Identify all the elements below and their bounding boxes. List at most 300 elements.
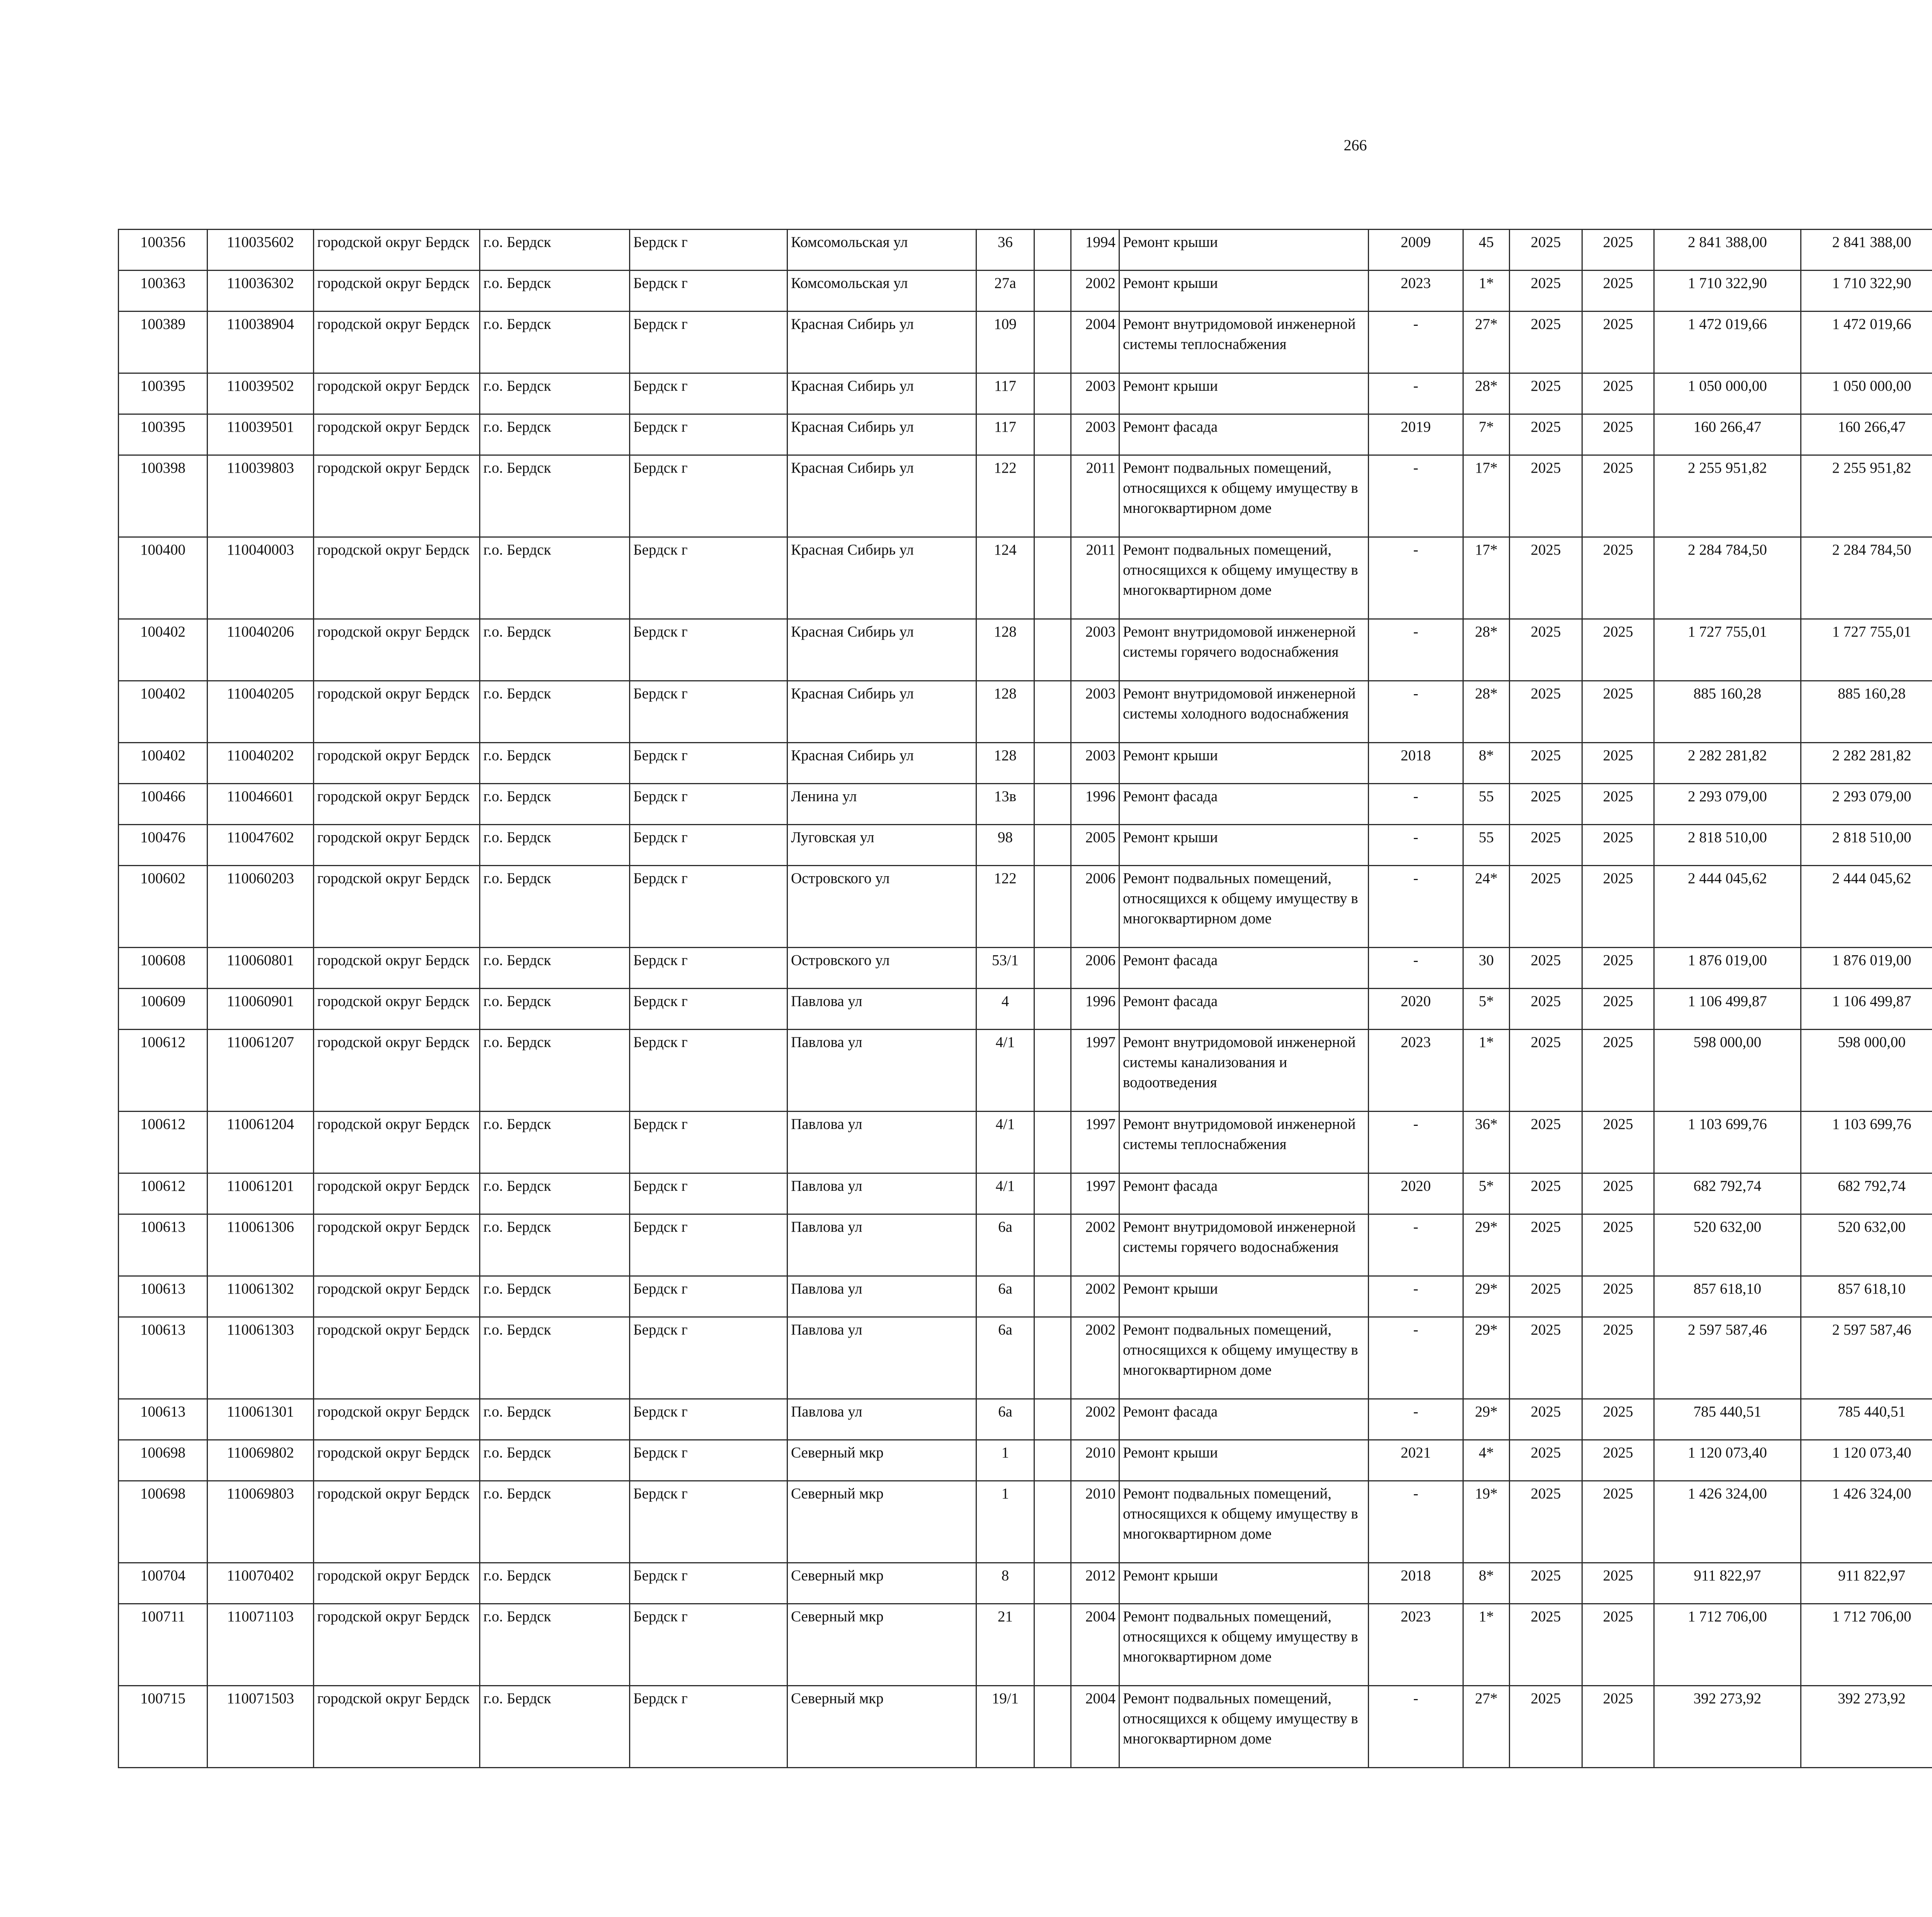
house-letter-cell [1034,1214,1071,1276]
plan-year-end-cell: 2025 [1582,784,1654,825]
work-type-cell: Ремонт подвальных помещений, относящихся к общему имуществу в многоквартирном доме [1119,1604,1369,1686]
city-name-cell: Бердск г [630,784,787,825]
plan-year-start-cell: 2025 [1510,1317,1582,1399]
city-name-cell: Бердск г [630,1030,787,1112]
last-repair-year-cell: 2019 [1369,414,1463,455]
municipal-district-cell: городской округ Бердск [314,1214,480,1276]
repair-code-cell: 110061303 [207,1317,314,1399]
repair-code-cell: 110038904 [207,312,314,373]
house-letter-cell [1034,1604,1071,1686]
row-id-cell: 100476 [119,825,207,866]
street-name-cell: Красная Сибирь ул [787,373,976,414]
municipal-district-cell: городской округ Бердск [314,230,480,271]
regional-fund-cost-cell: 1 710 322,90 [1801,271,1932,312]
total-cost-cell: 392 273,92 [1654,1686,1801,1768]
last-repair-year-cell: 2023 [1369,1030,1463,1112]
plan-year-start-cell: 2025 [1510,866,1582,948]
regional-fund-cost-cell: 1 727 755,01 [1801,619,1932,681]
total-cost-cell: 2 255 951,82 [1654,455,1801,537]
house-number-cell: 117 [976,373,1034,414]
municipal-district-cell: городской округ Бердск [314,373,480,414]
regional-fund-cost-cell: 392 273,92 [1801,1686,1932,1768]
total-cost-cell: 885 160,28 [1654,681,1801,743]
street-name-cell: Павлова ул [787,1276,976,1317]
repair-code-cell: 110071103 [207,1604,314,1686]
house-letter-cell [1034,784,1071,825]
city-name-cell: Бердск г [630,681,787,743]
house-letter-cell [1034,373,1071,414]
municipal-district-cell: городской округ Бердск [314,1604,480,1686]
work-type-cell: Ремонт подвальных помещений, относящихся к общему имуществу в многоквартирном доме [1119,455,1369,537]
city-name-cell: Бердск г [630,414,787,455]
plan-year-start-cell: 2025 [1510,1276,1582,1317]
municipal-district-cell: городской округ Бердск [314,1686,480,1768]
plan-year-end-cell: 2025 [1582,271,1654,312]
plan-year-end-cell: 2025 [1582,373,1654,414]
plan-year-end-cell: 2025 [1582,743,1654,784]
years-since-repair-cell: 7* [1463,414,1510,455]
years-since-repair-cell: 28* [1463,619,1510,681]
house-number-cell: 4/1 [976,1030,1034,1112]
build-year-cell: 2002 [1071,271,1119,312]
build-year-cell: 2003 [1071,743,1119,784]
settlement-name-cell: г.о. Бердск [480,1276,630,1317]
total-cost-cell: 160 266,47 [1654,414,1801,455]
street-name-cell: Комсомольская ул [787,230,976,271]
table-row [119,373,1932,414]
table-row [119,1030,1932,1112]
street-name-cell: Северный мкр [787,1686,976,1768]
house-letter-cell [1034,1276,1071,1317]
settlement-name-cell: г.о. Бердск [480,619,630,681]
work-type-cell: Ремонт крыши [1119,1440,1369,1481]
street-name-cell: Северный мкр [787,1481,976,1563]
plan-year-end-cell: 2025 [1582,312,1654,373]
regional-fund-cost-cell: 1 120 073,40 [1801,1440,1932,1481]
repair-code-cell: 110070402 [207,1563,314,1604]
street-name-cell: Островского ул [787,948,976,989]
street-name-cell: Красная Сибирь ул [787,537,976,619]
street-name-cell: Павлова ул [787,1399,976,1440]
last-repair-year-cell: - [1369,312,1463,373]
house-number-cell: 53/1 [976,948,1034,989]
plan-year-end-cell: 2025 [1582,948,1654,989]
regional-fund-cost-cell: 2 284 784,50 [1801,537,1932,619]
repair-code-cell: 110040206 [207,619,314,681]
house-number-cell: 4 [976,989,1034,1030]
work-type-cell: Ремонт крыши [1119,271,1369,312]
house-letter-cell [1034,271,1071,312]
settlement-name-cell: г.о. Бердск [480,825,630,866]
city-name-cell: Бердск г [630,1173,787,1214]
work-type-cell: Ремонт фасада [1119,948,1369,989]
years-since-repair-cell: 55 [1463,825,1510,866]
work-type-cell: Ремонт крыши [1119,1276,1369,1317]
row-id-cell: 100402 [119,681,207,743]
regional-fund-cost-cell: 2 282 281,82 [1801,743,1932,784]
table-row [119,1686,1932,1768]
plan-year-start-cell: 2025 [1510,681,1582,743]
plan-year-end-cell: 2025 [1582,1481,1654,1563]
house-letter-cell [1034,866,1071,948]
plan-year-start-cell: 2025 [1510,230,1582,271]
settlement-name-cell: г.о. Бердск [480,1173,630,1214]
municipal-district-cell: городской округ Бердск [314,825,480,866]
municipal-district-cell: городской округ Бердск [314,1276,480,1317]
build-year-cell: 1996 [1071,989,1119,1030]
total-cost-cell: 2 282 281,82 [1654,743,1801,784]
years-since-repair-cell: 29* [1463,1214,1510,1276]
house-letter-cell [1034,455,1071,537]
street-name-cell: Павлова ул [787,1112,976,1173]
settlement-name-cell: г.о. Бердск [480,1686,630,1768]
plan-year-start-cell: 2025 [1510,1563,1582,1604]
street-name-cell: Северный мкр [787,1440,976,1481]
years-since-repair-cell: 8* [1463,1563,1510,1604]
city-name-cell: Бердск г [630,1399,787,1440]
repair-code-cell: 110036302 [207,271,314,312]
plan-year-end-cell: 2025 [1582,1399,1654,1440]
work-type-cell: Ремонт внутридомовой инженерной системы горячего водоснабжения [1119,619,1369,681]
city-name-cell: Бердск г [630,230,787,271]
house-letter-cell [1034,414,1071,455]
years-since-repair-cell: 19* [1463,1481,1510,1563]
street-name-cell: Северный мкр [787,1604,976,1686]
house-number-cell: 109 [976,312,1034,373]
row-id-cell: 100715 [119,1686,207,1768]
last-repair-year-cell: - [1369,455,1463,537]
plan-year-end-cell: 2025 [1582,825,1654,866]
repair-code-cell: 110061302 [207,1276,314,1317]
municipal-district-cell: городской округ Бердск [314,414,480,455]
work-type-cell: Ремонт фасада [1119,989,1369,1030]
street-name-cell: Комсомольская ул [787,271,976,312]
years-since-repair-cell: 29* [1463,1276,1510,1317]
years-since-repair-cell: 27* [1463,1686,1510,1768]
repair-code-cell: 110035602 [207,230,314,271]
table-row [119,1399,1932,1440]
total-cost-cell: 1 050 000,00 [1654,373,1801,414]
build-year-cell: 2003 [1071,373,1119,414]
plan-year-end-cell: 2025 [1582,1563,1654,1604]
last-repair-year-cell: - [1369,948,1463,989]
plan-year-start-cell: 2025 [1510,989,1582,1030]
plan-year-end-cell: 2025 [1582,1030,1654,1112]
plan-year-end-cell: 2025 [1582,1173,1654,1214]
repair-code-cell: 110060203 [207,866,314,948]
repair-code-cell: 110071503 [207,1686,314,1768]
last-repair-year-cell: - [1369,825,1463,866]
street-name-cell: Красная Сибирь ул [787,743,976,784]
house-letter-cell [1034,312,1071,373]
settlement-name-cell: г.о. Бердск [480,1481,630,1563]
municipal-district-cell: городской округ Бердск [314,784,480,825]
table-row [119,866,1932,948]
repair-code-cell: 110061207 [207,1030,314,1112]
last-repair-year-cell: - [1369,1112,1463,1173]
regional-fund-cost-cell: 1 106 499,87 [1801,989,1932,1030]
plan-year-end-cell: 2025 [1582,1214,1654,1276]
work-type-cell: Ремонт фасада [1119,1173,1369,1214]
work-type-cell: Ремонт внутридомовой инженерной системы теплоснабжения [1119,312,1369,373]
house-letter-cell [1034,1399,1071,1440]
street-name-cell: Красная Сибирь ул [787,455,976,537]
street-name-cell: Красная Сибирь ул [787,414,976,455]
municipal-district-cell: городской округ Бердск [314,1440,480,1481]
years-since-repair-cell: 1* [1463,1030,1510,1112]
total-cost-cell: 1 472 019,66 [1654,312,1801,373]
house-number-cell: 6а [976,1317,1034,1399]
build-year-cell: 2003 [1071,681,1119,743]
city-name-cell: Бердск г [630,1481,787,1563]
house-letter-cell [1034,1440,1071,1481]
last-repair-year-cell: - [1369,1276,1463,1317]
build-year-cell: 2002 [1071,1399,1119,1440]
city-name-cell: Бердск г [630,825,787,866]
house-number-cell: 21 [976,1604,1034,1686]
table-row [119,1440,1932,1481]
house-letter-cell [1034,1173,1071,1214]
repair-code-cell: 110061201 [207,1173,314,1214]
table-row [119,989,1932,1030]
last-repair-year-cell: - [1369,1481,1463,1563]
house-letter-cell [1034,230,1071,271]
plan-year-end-cell: 2025 [1582,619,1654,681]
settlement-name-cell: г.о. Бердск [480,1440,630,1481]
municipal-district-cell: городской округ Бердск [314,681,480,743]
total-cost-cell: 2 597 587,46 [1654,1317,1801,1399]
regional-fund-cost-cell: 857 618,10 [1801,1276,1932,1317]
settlement-name-cell: г.о. Бердск [480,230,630,271]
years-since-repair-cell: 4* [1463,1440,1510,1481]
city-name-cell: Бердск г [630,312,787,373]
last-repair-year-cell: - [1369,681,1463,743]
row-id-cell: 100466 [119,784,207,825]
municipal-district-cell: городской округ Бердск [314,1112,480,1173]
row-id-cell: 100395 [119,373,207,414]
house-number-cell: 128 [976,619,1034,681]
regional-fund-cost-cell: 2 255 951,82 [1801,455,1932,537]
table-row [119,455,1932,537]
plan-year-end-cell: 2025 [1582,1686,1654,1768]
settlement-name-cell: г.о. Бердск [480,989,630,1030]
plan-year-end-cell: 2025 [1582,1317,1654,1399]
house-number-cell: 128 [976,681,1034,743]
table-row [119,1481,1932,1563]
table-row [119,743,1932,784]
build-year-cell: 2011 [1071,455,1119,537]
row-id-cell: 100612 [119,1030,207,1112]
years-since-repair-cell: 1* [1463,1604,1510,1686]
table-row [119,1604,1932,1686]
city-name-cell: Бердск г [630,1276,787,1317]
build-year-cell: 1997 [1071,1030,1119,1112]
build-year-cell: 2012 [1071,1563,1119,1604]
total-cost-cell: 1 712 706,00 [1654,1604,1801,1686]
settlement-name-cell: г.о. Бердск [480,312,630,373]
row-id-cell: 100608 [119,948,207,989]
city-name-cell: Бердск г [630,1563,787,1604]
plan-year-end-cell: 2025 [1582,866,1654,948]
repair-code-cell: 110039502 [207,373,314,414]
settlement-name-cell: г.о. Бердск [480,414,630,455]
plan-year-start-cell: 2025 [1510,1481,1582,1563]
work-type-cell: Ремонт крыши [1119,825,1369,866]
city-name-cell: Бердск г [630,1604,787,1686]
regional-fund-cost-cell: 785 440,51 [1801,1399,1932,1440]
house-number-cell: 6а [976,1399,1034,1440]
row-id-cell: 100612 [119,1112,207,1173]
street-name-cell: Северный мкр [787,1563,976,1604]
repair-code-cell: 110047602 [207,825,314,866]
house-number-cell: 1 [976,1440,1034,1481]
row-id-cell: 100711 [119,1604,207,1686]
work-type-cell: Ремонт крыши [1119,373,1369,414]
build-year-cell: 2004 [1071,1604,1119,1686]
municipal-district-cell: городской округ Бердск [314,537,480,619]
last-repair-year-cell: 2020 [1369,1173,1463,1214]
street-name-cell: Павлова ул [787,989,976,1030]
total-cost-cell: 1 426 324,00 [1654,1481,1801,1563]
street-name-cell: Павлова ул [787,1173,976,1214]
settlement-name-cell: г.о. Бердск [480,271,630,312]
last-repair-year-cell: 2021 [1369,1440,1463,1481]
total-cost-cell: 1 876 019,00 [1654,948,1801,989]
total-cost-cell: 2 818 510,00 [1654,825,1801,866]
city-name-cell: Бердск г [630,866,787,948]
plan-year-start-cell: 2025 [1510,1173,1582,1214]
last-repair-year-cell: - [1369,1317,1463,1399]
plan-year-end-cell: 2025 [1582,414,1654,455]
house-letter-cell [1034,1317,1071,1399]
last-repair-year-cell: - [1369,1399,1463,1440]
house-number-cell: 124 [976,537,1034,619]
last-repair-year-cell: 2009 [1369,230,1463,271]
table-row [119,312,1932,373]
repair-registry-table [118,229,1932,1768]
plan-year-start-cell: 2025 [1510,784,1582,825]
work-type-cell: Ремонт внутридомовой инженерной системы холодного водоснабжения [1119,681,1369,743]
build-year-cell: 1997 [1071,1173,1119,1214]
settlement-name-cell: г.о. Бердск [480,373,630,414]
house-letter-cell [1034,743,1071,784]
row-id-cell: 100613 [119,1276,207,1317]
last-repair-year-cell: - [1369,373,1463,414]
city-name-cell: Бердск г [630,619,787,681]
city-name-cell: Бердск г [630,373,787,414]
plan-year-start-cell: 2025 [1510,1399,1582,1440]
work-type-cell: Ремонт подвальных помещений, относящихся к общему имуществу в многоквартирном доме [1119,1481,1369,1563]
years-since-repair-cell: 24* [1463,866,1510,948]
years-since-repair-cell: 55 [1463,784,1510,825]
table-body [119,230,1932,1768]
total-cost-cell: 1 106 499,87 [1654,989,1801,1030]
settlement-name-cell: г.о. Бердск [480,537,630,619]
last-repair-year-cell: - [1369,1214,1463,1276]
repair-code-cell: 110046601 [207,784,314,825]
total-cost-cell: 520 632,00 [1654,1214,1801,1276]
street-name-cell: Луговская ул [787,825,976,866]
last-repair-year-cell: 2018 [1369,743,1463,784]
regional-fund-cost-cell: 1 103 699,76 [1801,1112,1932,1173]
city-name-cell: Бердск г [630,948,787,989]
plan-year-start-cell: 2025 [1510,1604,1582,1686]
regional-fund-cost-cell: 2 444 045,62 [1801,866,1932,948]
regional-fund-cost-cell: 1 472 019,66 [1801,312,1932,373]
settlement-name-cell: г.о. Бердск [480,743,630,784]
total-cost-cell: 2 444 045,62 [1654,866,1801,948]
row-id-cell: 100698 [119,1481,207,1563]
regional-fund-cost-cell: 2 597 587,46 [1801,1317,1932,1399]
plan-year-start-cell: 2025 [1510,1112,1582,1173]
row-id-cell: 100698 [119,1440,207,1481]
house-letter-cell [1034,1112,1071,1173]
work-type-cell: Ремонт подвальных помещений, относящихся к общему имуществу в многоквартирном доме [1119,1317,1369,1399]
build-year-cell: 2011 [1071,537,1119,619]
table-row [119,681,1932,743]
last-repair-year-cell: - [1369,1686,1463,1768]
city-name-cell: Бердск г [630,1317,787,1399]
street-name-cell: Красная Сибирь ул [787,312,976,373]
street-name-cell: Павлова ул [787,1030,976,1112]
work-type-cell: Ремонт крыши [1119,230,1369,271]
row-id-cell: 100612 [119,1173,207,1214]
table-row [119,948,1932,989]
house-letter-cell [1034,825,1071,866]
row-id-cell: 100609 [119,989,207,1030]
street-name-cell: Красная Сибирь ул [787,681,976,743]
regional-fund-cost-cell: 1 712 706,00 [1801,1604,1932,1686]
row-id-cell: 100402 [119,619,207,681]
repair-code-cell: 110069803 [207,1481,314,1563]
regional-fund-cost-cell: 682 792,74 [1801,1173,1932,1214]
row-id-cell: 100395 [119,414,207,455]
house-letter-cell [1034,948,1071,989]
total-cost-cell: 2 293 079,00 [1654,784,1801,825]
regional-fund-cost-cell: 1 876 019,00 [1801,948,1932,989]
plan-year-end-cell: 2025 [1582,1112,1654,1173]
years-since-repair-cell: 1* [1463,271,1510,312]
plan-year-start-cell: 2025 [1510,1686,1582,1768]
regional-fund-cost-cell: 2 841 388,00 [1801,230,1932,271]
settlement-name-cell: г.о. Бердск [480,1030,630,1112]
house-number-cell: 122 [976,866,1034,948]
table-row [119,1317,1932,1399]
city-name-cell: Бердск г [630,743,787,784]
plan-year-start-cell: 2025 [1510,1030,1582,1112]
build-year-cell: 1997 [1071,1112,1119,1173]
settlement-name-cell: г.о. Бердск [480,866,630,948]
table-row [119,784,1932,825]
table-row [119,619,1932,681]
page-number: 266 [1344,136,1367,154]
build-year-cell: 2002 [1071,1317,1119,1399]
last-repair-year-cell: 2020 [1369,989,1463,1030]
municipal-district-cell: городской округ Бердск [314,1030,480,1112]
settlement-name-cell: г.о. Бердск [480,681,630,743]
municipal-district-cell: городской округ Бердск [314,271,480,312]
house-letter-cell [1034,1030,1071,1112]
regional-fund-cost-cell: 911 822,97 [1801,1563,1932,1604]
last-repair-year-cell: 2023 [1369,271,1463,312]
work-type-cell: Ремонт фасада [1119,414,1369,455]
work-type-cell: Ремонт подвальных помещений, относящихся к общему имуществу в многоквартирном доме [1119,866,1369,948]
regional-fund-cost-cell: 2 293 079,00 [1801,784,1932,825]
years-since-repair-cell: 17* [1463,455,1510,537]
house-letter-cell [1034,1686,1071,1768]
row-id-cell: 100398 [119,455,207,537]
house-letter-cell [1034,989,1071,1030]
